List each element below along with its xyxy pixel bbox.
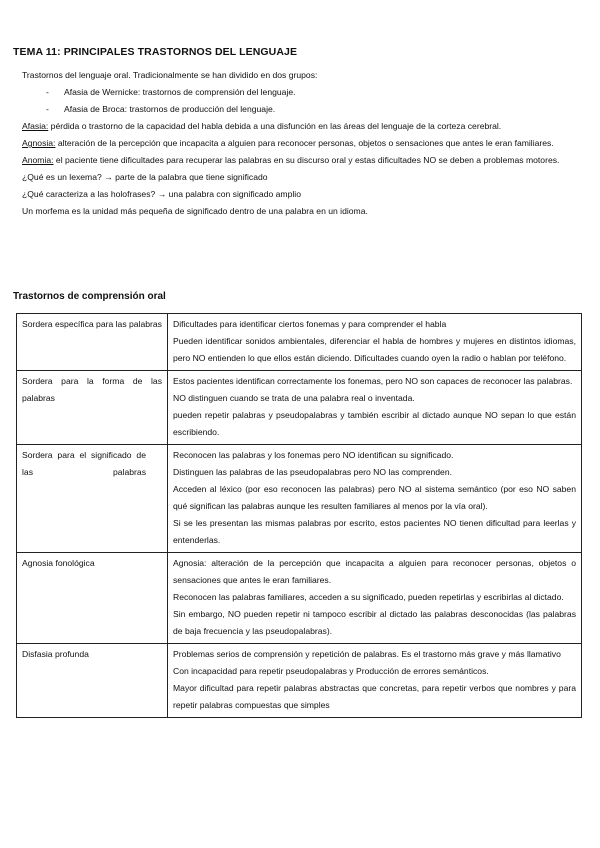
disorders-table bbox=[16, 313, 582, 718]
definition-term: Agnosia: bbox=[22, 138, 56, 148]
definition-anomia bbox=[22, 152, 582, 169]
description-line: Sin embargo, NO pueden repetir ni tampoco escribir al dictado las palabras desconocidas (las palabras de baja frecuencia y las pseudopalabras). bbox=[173, 609, 576, 636]
bullet-item bbox=[22, 84, 582, 101]
question-holofrases: ¿Qué caracteriza a las holofrases? → una palabra con significado amplio bbox=[22, 189, 301, 199]
definition-text: pérdida o trastorno de la capacidad del habla debida a una disfunción en las áreas del lenguaje de la corteza cerebral. bbox=[48, 121, 502, 131]
table-row bbox=[17, 553, 582, 644]
description-line: Si se les presentan las mismas palabras por escrito, estos pacientes NO tienen dificultad para leerlas y entenderlas. bbox=[173, 518, 576, 545]
disorder-name-cell bbox=[17, 314, 168, 371]
disorder-name: Sordera para el significado de las palabras bbox=[22, 450, 146, 477]
description-line: Agnosia: alteración de la percepción que incapacita a alguien para reconocer personas, objetos o sensaciones que antes le eran familiares. bbox=[173, 558, 576, 585]
description-line: Estos pacientes identifican correctamente los fonemas, pero NO son capaces de reconocer las palabras. bbox=[173, 376, 573, 386]
intro-lead: Trastornos del lenguaje oral. Tradicionalmente se han dividido en dos grupos: bbox=[22, 70, 318, 80]
definition-term: Afasia: bbox=[22, 121, 49, 131]
table-row bbox=[17, 371, 582, 445]
description-line: pueden repetir palabras y pseudopalabras y también escribir al dictado aunque NO sepan lo que están escribiendo. bbox=[173, 410, 576, 437]
description-line: Reconocen las palabras y los fonemas pero NO identifican su significado. bbox=[173, 450, 454, 460]
disorder-name-cell bbox=[17, 553, 168, 644]
description-line: Mayor dificultad para repetir palabras abstractas que concretas, para repetir verbos que nombres y para repetir palabras compuestas que simples bbox=[173, 683, 576, 710]
bullet-text: Afasia de Wernicke: trastornos de comprensión del lenguaje. bbox=[64, 87, 296, 97]
definition-afasia bbox=[22, 118, 582, 135]
table-row bbox=[17, 314, 582, 371]
disorder-description-cell bbox=[168, 553, 582, 644]
table-row bbox=[17, 644, 582, 718]
definition-text: el paciente tiene dificultades para recuperar las palabras en su discurso oral y estas dificultades NO se deben a problemas motores. bbox=[53, 155, 560, 165]
page-title: TEMA 11: PRINCIPALES TRASTORNOS DEL LENGUAJE bbox=[13, 46, 298, 58]
disorder-description-cell bbox=[168, 371, 582, 445]
question-lexema: ¿Qué es un lexema? → parte de la palabra que tiene significado bbox=[22, 172, 268, 182]
disorder-name: Agnosia fonológica bbox=[22, 558, 95, 568]
bullet-marker: - bbox=[46, 87, 49, 97]
section-title: Trastornos de comprensión oral bbox=[13, 291, 166, 302]
disorder-name-cell bbox=[17, 371, 168, 445]
table-row bbox=[17, 445, 582, 553]
bullet-text: Afasia de Broca: trastornos de producción del lenguaje. bbox=[64, 104, 276, 114]
description-line: Dificultades para identificar ciertos fonemas y para comprender el habla bbox=[173, 319, 447, 329]
disorder-name-cell bbox=[17, 644, 168, 718]
description-line: Pueden identificar sonidos ambientales, diferenciar el habla de hombres y mujeres en distintos idiomas, pero NO entienden lo que ellos están diciendo. Dificultades cuando oyen la radio o hablan por teléfono. bbox=[173, 336, 576, 363]
disorder-description-cell bbox=[168, 644, 582, 718]
definition-agnosia bbox=[22, 135, 582, 152]
description-line: NO distinguen cuando se trata de una palabra real o inventada. bbox=[173, 393, 415, 403]
description-line: Con incapacidad para repetir pseudopalabras y Producción de errores semánticos. bbox=[173, 666, 489, 676]
disorder-name: Sordera específica para las palabras bbox=[22, 319, 162, 329]
description-line: Problemas serios de comprensión y repetición de palabras. Es el trastorno más grave y más llamativo bbox=[173, 649, 561, 659]
definition-text: alteración de la percepción que incapacita a alguien para reconocer personas, objetos o sensaciones que antes le eran familiares. bbox=[55, 138, 554, 148]
bullet-marker: - bbox=[46, 104, 49, 114]
disorder-description-cell bbox=[168, 314, 582, 371]
morfema-statement: Un morfema es la unidad más pequeña de significado dentro de una palabra en un idioma. bbox=[22, 206, 368, 216]
description-line: Distinguen las palabras de las pseudopalabras pero NO las comprenden. bbox=[173, 467, 452, 477]
disorder-name: Sordera para la forma de las palabras bbox=[22, 376, 162, 403]
disorder-name-cell bbox=[17, 445, 168, 553]
bullet-item bbox=[22, 101, 582, 118]
intro-section bbox=[22, 67, 582, 220]
disorder-name: Disfasia profunda bbox=[22, 649, 89, 659]
disorder-description-cell bbox=[168, 445, 582, 553]
description-line: Reconocen las palabras familiares, acceden a su significado, pueden repetirlas y escribirlas al dictado. bbox=[173, 592, 564, 602]
definition-term: Anomia: bbox=[22, 155, 54, 165]
description-line: Acceden al léxico (por eso reconocen las palabras) pero NO al sistema semántico (por eso NO saben qué significan las palabras aunque les resulten familiares al menos por la vía oral). bbox=[173, 484, 576, 511]
